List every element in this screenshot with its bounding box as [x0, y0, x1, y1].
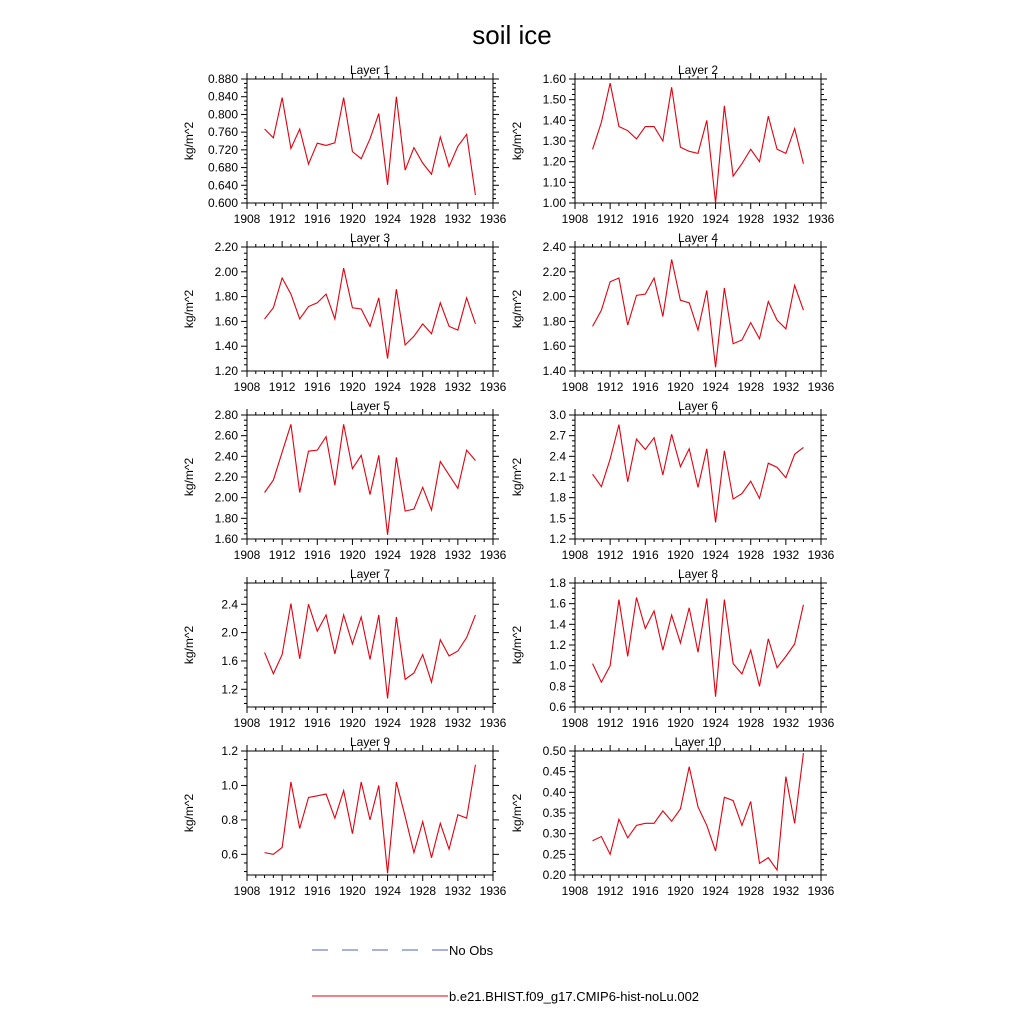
- x-tick-label: 1916: [303, 548, 331, 562]
- series-line-layer-5: [265, 424, 476, 535]
- y-tick-label: 1.40: [542, 113, 566, 128]
- x-tick-label: 1912: [268, 380, 296, 394]
- x-tick-label: 1916: [303, 716, 331, 730]
- y-axis-label: kg/m^2: [510, 625, 524, 665]
- panel-title: Layer 8: [677, 567, 719, 581]
- x-tick-label: 1916: [631, 884, 659, 898]
- x-tick-label: 1920: [667, 548, 694, 562]
- x-tick-label: 1932: [772, 548, 800, 562]
- plot-frame: [575, 751, 821, 875]
- x-tick-label: 1932: [444, 716, 472, 730]
- x-tick-label: 1936: [807, 884, 835, 898]
- x-tick-label: 1932: [444, 212, 472, 226]
- x-tick-label: 1928: [409, 548, 437, 562]
- legend-label: No Obs: [449, 943, 494, 958]
- y-axis-label: kg/m^2: [182, 457, 196, 497]
- y-tick-label: 0.50: [542, 744, 566, 758]
- y-tick-label: 1.60: [214, 532, 238, 546]
- y-tick-label: 2.40: [214, 449, 238, 464]
- y-tick-label: 0.35: [542, 806, 566, 820]
- y-tick-label: 0.8: [549, 679, 566, 694]
- x-tick-label: 1928: [737, 884, 765, 898]
- x-tick-label: 1908: [233, 212, 261, 226]
- x-tick-label: 1936: [479, 716, 507, 730]
- panel-title: Layer 4: [677, 231, 719, 245]
- panel-layer-4: [510, 231, 835, 394]
- y-axis-label: kg/m^2: [510, 289, 524, 329]
- plot-frame: [575, 583, 821, 707]
- x-tick-label: 1932: [444, 548, 472, 562]
- x-tick-label: 1912: [268, 212, 296, 226]
- x-tick-label: 1924: [702, 716, 729, 730]
- y-tick-label: 2.4: [221, 597, 238, 612]
- x-tick-label: 1936: [479, 212, 507, 226]
- x-tick-label: 1924: [702, 884, 729, 898]
- x-tick-label: 1912: [596, 884, 624, 898]
- y-tick-label: 1.0: [549, 658, 566, 673]
- y-tick-label: 2.20: [214, 470, 238, 484]
- legend-entry-model: [312, 989, 699, 1004]
- series-line-layer-4: [593, 259, 804, 367]
- x-tick-label: 1932: [772, 212, 800, 226]
- series-line-layer-10: [593, 753, 804, 870]
- series-line-layer-3: [265, 268, 476, 359]
- panel-title: Layer 9: [349, 735, 391, 749]
- y-tick-label: 0.680: [207, 160, 238, 175]
- panel-title: Layer 2: [677, 63, 719, 77]
- y-tick-label: 2.60: [214, 428, 238, 443]
- y-tick-label: 1.8: [549, 576, 566, 590]
- y-axis-label: kg/m^2: [182, 793, 196, 833]
- y-tick-label: 2.00: [214, 264, 238, 279]
- panel-layer-1: [182, 63, 507, 226]
- x-tick-label: 1920: [667, 884, 694, 898]
- panel-layer-6: [510, 399, 835, 562]
- x-tick-label: 1912: [268, 884, 296, 898]
- y-tick-label: 1.2: [549, 532, 566, 546]
- y-tick-label: 2.40: [542, 240, 566, 254]
- x-tick-label: 1912: [268, 548, 296, 562]
- y-tick-label: 1.60: [542, 339, 566, 354]
- panels-group: [182, 63, 835, 898]
- x-tick-label: 1920: [667, 380, 694, 394]
- y-tick-label: 1.20: [214, 364, 238, 378]
- panel-title: Layer 3: [349, 231, 391, 245]
- y-tick-label: 2.0: [221, 625, 238, 640]
- series-line-layer-8: [593, 597, 804, 696]
- x-tick-label: 1936: [479, 884, 507, 898]
- y-tick-label: 2.00: [214, 490, 238, 505]
- y-tick-label: 2.80: [214, 408, 238, 422]
- y-tick-label: 1.6: [221, 653, 238, 668]
- plot-frame: [575, 79, 821, 203]
- y-tick-label: 1.2: [221, 682, 238, 697]
- y-tick-label: 1.0: [221, 778, 238, 793]
- y-tick-label: 1.50: [542, 92, 566, 107]
- panel-title: Layer 5: [349, 399, 391, 413]
- y-tick-label: 0.25: [542, 847, 566, 862]
- panel-title: Layer 10: [674, 735, 722, 749]
- x-tick-label: 1908: [561, 380, 589, 394]
- x-tick-label: 1920: [339, 548, 366, 562]
- x-tick-label: 1928: [409, 884, 437, 898]
- y-axis-label: kg/m^2: [510, 457, 524, 497]
- figure-title: soil ice: [472, 20, 552, 50]
- x-tick-label: 1932: [444, 884, 472, 898]
- x-tick-label: 1916: [303, 884, 331, 898]
- x-tick-label: 1928: [409, 380, 437, 394]
- x-tick-label: 1916: [303, 212, 331, 226]
- x-tick-label: 1908: [561, 716, 589, 730]
- panel-layer-8: [510, 567, 835, 730]
- y-tick-label: 1.60: [214, 314, 238, 329]
- y-tick-label: 3.0: [549, 408, 566, 422]
- x-tick-label: 1912: [596, 716, 624, 730]
- series-line-layer-7: [265, 604, 476, 699]
- y-tick-label: 0.600: [207, 196, 238, 210]
- x-tick-label: 1928: [409, 212, 437, 226]
- x-tick-label: 1936: [807, 548, 835, 562]
- x-tick-label: 1928: [409, 716, 437, 730]
- x-tick-label: 1924: [374, 380, 401, 394]
- x-tick-label: 1912: [596, 212, 624, 226]
- panel-layer-7: [182, 567, 507, 730]
- y-tick-label: 0.800: [207, 107, 238, 122]
- x-tick-label: 1924: [374, 884, 401, 898]
- y-tick-label: 0.6: [221, 847, 238, 862]
- y-tick-label: 0.30: [542, 826, 566, 841]
- y-tick-label: 1.00: [542, 196, 566, 210]
- y-tick-label: 1.4: [549, 617, 566, 632]
- panel-title: Layer 6: [677, 399, 719, 413]
- y-tick-label: 0.640: [207, 178, 238, 193]
- x-tick-label: 1912: [268, 716, 296, 730]
- x-tick-label: 1936: [479, 548, 507, 562]
- plot-frame: [575, 415, 821, 539]
- series-line-layer-6: [593, 425, 804, 523]
- y-tick-label: 1.40: [214, 339, 238, 354]
- x-tick-label: 1908: [561, 548, 589, 562]
- x-tick-label: 1920: [339, 212, 366, 226]
- plot-frame: [247, 415, 493, 539]
- y-tick-label: 1.6: [549, 596, 566, 611]
- panel-title: Layer 7: [349, 567, 391, 581]
- y-tick-label: 1.40: [542, 364, 566, 378]
- x-tick-label: 1908: [233, 716, 261, 730]
- y-tick-label: 0.720: [207, 142, 238, 157]
- x-tick-label: 1936: [807, 380, 835, 394]
- x-tick-label: 1912: [596, 380, 624, 394]
- x-tick-label: 1920: [339, 380, 366, 394]
- x-tick-label: 1936: [479, 380, 507, 394]
- y-tick-label: 2.20: [214, 240, 238, 254]
- legend-label: b.e21.BHIST.f09_g17.CMIP6-hist-noLu.002: [449, 989, 700, 1004]
- panel-layer-5: [182, 399, 507, 562]
- x-tick-label: 1920: [339, 716, 366, 730]
- y-tick-label: 1.2: [221, 744, 238, 758]
- y-tick-label: 1.10: [542, 175, 566, 190]
- y-tick-label: 0.6: [549, 700, 566, 714]
- y-tick-label: 1.60: [542, 72, 566, 86]
- x-tick-label: 1924: [374, 716, 401, 730]
- y-tick-label: 1.2: [549, 638, 566, 652]
- x-tick-label: 1908: [233, 548, 261, 562]
- y-axis-label: kg/m^2: [510, 793, 524, 833]
- x-tick-label: 1908: [561, 884, 589, 898]
- y-tick-label: 1.20: [542, 154, 566, 169]
- x-tick-label: 1932: [772, 716, 800, 730]
- x-tick-label: 1932: [772, 380, 800, 394]
- x-tick-label: 1928: [737, 548, 765, 562]
- y-tick-label: 0.840: [207, 89, 238, 104]
- x-tick-label: 1920: [667, 716, 694, 730]
- y-axis-label: kg/m^2: [182, 289, 196, 329]
- x-tick-label: 1932: [772, 884, 800, 898]
- x-tick-label: 1936: [807, 212, 835, 226]
- x-tick-label: 1928: [737, 716, 765, 730]
- y-tick-label: 0.40: [542, 785, 566, 800]
- y-tick-label: 0.8: [221, 812, 238, 827]
- plot-frame: [575, 247, 821, 371]
- y-tick-label: 0.20: [542, 868, 566, 882]
- x-tick-label: 1924: [374, 548, 401, 562]
- y-axis-label: kg/m^2: [510, 121, 524, 161]
- series-line-layer-1: [265, 97, 476, 195]
- y-tick-label: 2.7: [549, 428, 566, 443]
- y-tick-label: 1.8: [549, 490, 566, 505]
- y-tick-label: 1.30: [542, 134, 566, 148]
- legend: [312, 943, 699, 1004]
- y-axis-label: kg/m^2: [182, 625, 196, 665]
- y-tick-label: 0.880: [207, 72, 238, 86]
- legend-entry-no-obs: [312, 943, 494, 958]
- y-tick-label: 2.4: [549, 449, 566, 464]
- x-tick-label: 1916: [631, 212, 659, 226]
- panel-layer-2: [510, 63, 835, 226]
- x-tick-label: 1908: [233, 884, 261, 898]
- x-tick-label: 1920: [339, 884, 366, 898]
- x-tick-label: 1916: [631, 380, 659, 394]
- series-line-layer-9: [265, 765, 476, 874]
- x-tick-label: 1924: [702, 380, 729, 394]
- x-tick-label: 1916: [631, 716, 659, 730]
- panel-layer-10: [510, 735, 835, 898]
- y-tick-label: 0.760: [207, 125, 238, 140]
- x-tick-label: 1936: [807, 716, 835, 730]
- plot-frame: [247, 247, 493, 371]
- y-tick-label: 1.80: [214, 511, 238, 526]
- x-tick-label: 1928: [737, 212, 765, 226]
- x-tick-label: 1928: [737, 380, 765, 394]
- panel-layer-9: [182, 735, 507, 898]
- plot-frame: [247, 751, 493, 875]
- y-tick-label: 2.1: [549, 470, 566, 484]
- x-tick-label: 1924: [702, 212, 729, 226]
- x-tick-label: 1908: [561, 212, 589, 226]
- series-line-layer-2: [593, 83, 804, 203]
- y-tick-label: 2.00: [542, 289, 566, 304]
- panel-layer-3: [182, 231, 507, 394]
- y-tick-label: 0.45: [542, 764, 566, 779]
- y-axis-label: kg/m^2: [182, 121, 196, 161]
- x-tick-label: 1924: [374, 212, 401, 226]
- panel-title: Layer 1: [349, 63, 391, 77]
- y-tick-label: 1.5: [549, 511, 566, 526]
- plot-frame: [247, 79, 493, 203]
- x-tick-label: 1932: [444, 380, 472, 394]
- x-tick-label: 1916: [303, 380, 331, 394]
- x-tick-label: 1916: [631, 548, 659, 562]
- y-tick-label: 1.80: [214, 289, 238, 304]
- x-tick-label: 1924: [702, 548, 729, 562]
- x-tick-label: 1908: [233, 380, 261, 394]
- y-tick-label: 1.80: [542, 314, 566, 329]
- x-tick-label: 1920: [667, 212, 694, 226]
- x-tick-label: 1912: [596, 548, 624, 562]
- y-tick-label: 2.20: [542, 264, 566, 279]
